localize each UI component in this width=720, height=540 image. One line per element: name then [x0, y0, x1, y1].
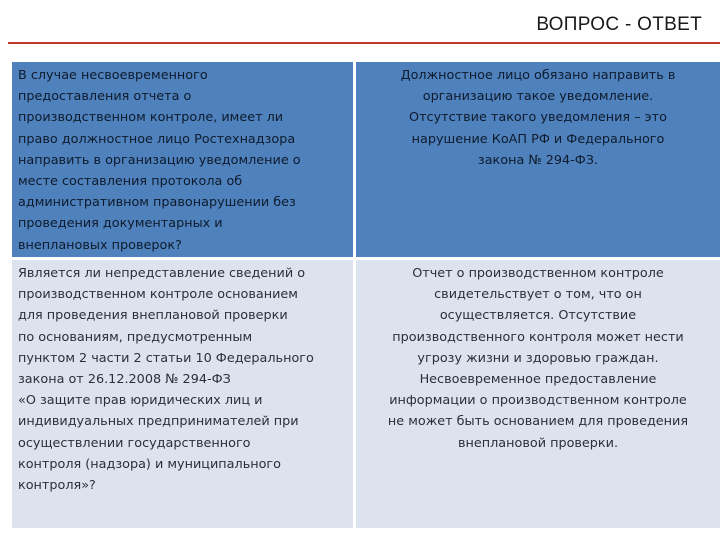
- answer-2-line: свидетельствует о том, что он: [434, 287, 642, 303]
- question-cell-2: [12, 260, 353, 528]
- answer-2-line: информации о производственном контроле: [389, 393, 687, 409]
- question-cell-1: [12, 62, 353, 257]
- answer-2-line: угрозу жизни и здоровью граждан.: [417, 350, 659, 366]
- answer-2-line: не может быть основанием для проведения: [387, 414, 689, 430]
- question-2-line: осуществлении государственного: [18, 435, 251, 451]
- question-1-line: внеплановых проверок?: [18, 237, 182, 253]
- answer-2-line: Отчет о производственном контроле: [412, 266, 664, 281]
- question-1-line: производственном контроле, имеет ли: [18, 110, 284, 126]
- question-2-line: индивидуальных предпринимателей при: [18, 414, 299, 430]
- question-2-line: для проведения внеплановой проверки: [18, 308, 288, 324]
- page-title: ВОПРОС - ОТВЕТ: [536, 14, 702, 35]
- answer-cell-2: [356, 260, 720, 528]
- answer-2-line: осуществляется. Отсутствие: [439, 308, 637, 324]
- question-2-line: контроля (надзора) и муниципального: [18, 456, 281, 472]
- question-1-line: административном правонарушении без: [18, 195, 296, 211]
- answer-2-line: производственного контроля может нести: [392, 329, 684, 345]
- question-1-line: В случае несвоевременного: [18, 68, 208, 83]
- question-2-line: производственном контроле основанием: [18, 287, 298, 303]
- answer-cell-1: [356, 62, 720, 257]
- question-1-line: месте составления протокола об: [18, 174, 243, 190]
- question-1-line: направить в организацию уведомление о: [18, 152, 301, 168]
- question-2-line: закона от 26.12.2008 № 294-ФЗ: [18, 372, 231, 388]
- qa-table: [12, 62, 720, 528]
- answer-1-line: Отсутствие такого уведомления – это: [409, 110, 667, 126]
- question-1-line: право должностное лицо Ростехнадзора: [18, 131, 296, 147]
- question-2-line: контроля»?: [18, 478, 96, 494]
- question-2-line: пунктом 2 части 2 статьи 10 Федерального: [18, 350, 314, 366]
- answer-1-line: Должностное лицо обязано направить в: [400, 68, 676, 83]
- answer-1-line: нарушение КоАП РФ и Федерального: [411, 131, 665, 147]
- question-2-line: по основаниям, предусмотренным: [18, 329, 253, 345]
- title-divider: [8, 42, 720, 44]
- answer-2-line: внеплановой проверки.: [457, 435, 619, 451]
- answer-1-line: закона № 294-ФЗ.: [477, 152, 599, 168]
- question-2-line: «О защите прав юридических лиц и: [18, 393, 263, 409]
- question-1-line: предоставления отчета о: [18, 89, 192, 105]
- answer-1-line: организацию такое уведомление.: [422, 89, 654, 105]
- answer-2-line: Несвоевременное предоставление: [419, 372, 657, 388]
- question-2-line: Является ли непредставление сведений о: [18, 266, 306, 281]
- question-1-line: проведения документарных и: [18, 216, 223, 232]
